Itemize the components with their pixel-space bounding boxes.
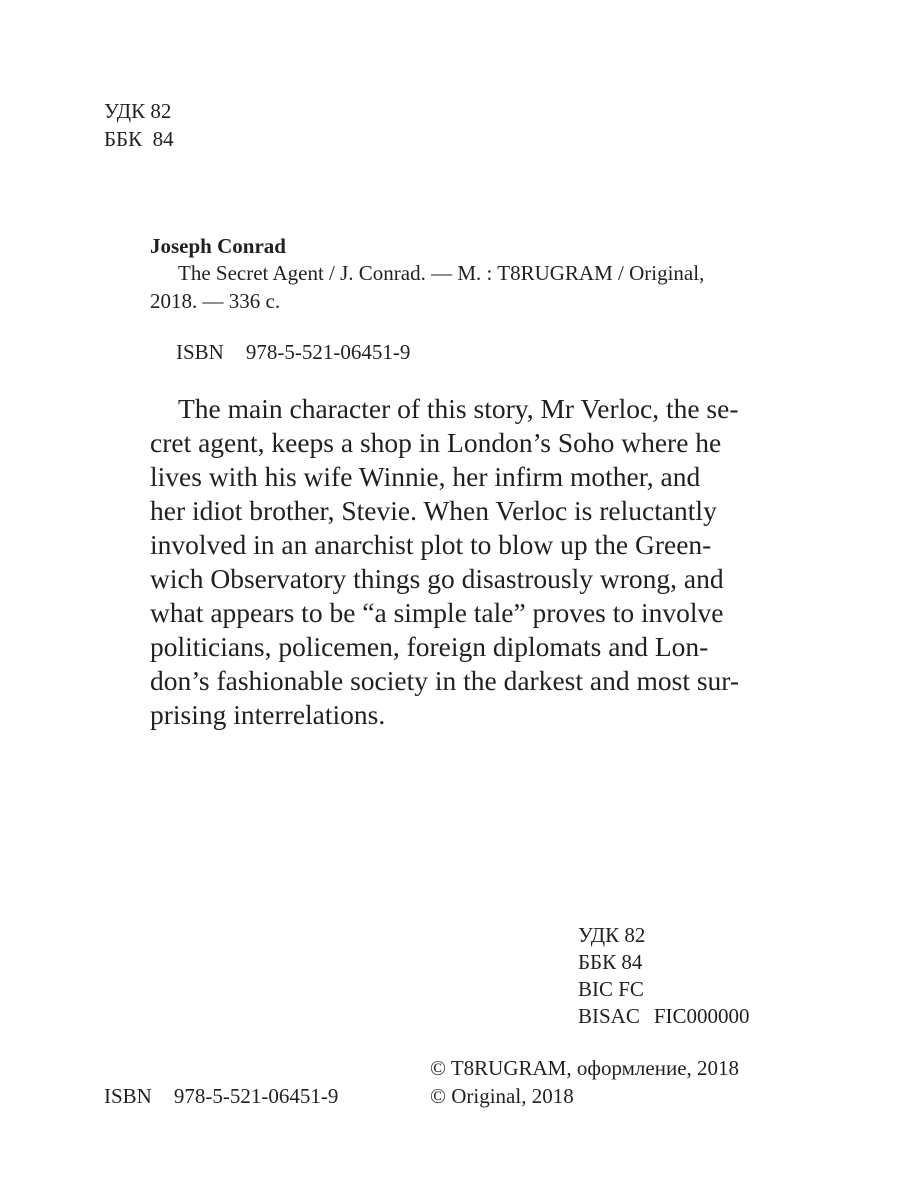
isbn-number: 978-5-521-06451-9	[173, 1084, 339, 1108]
isbn-label: ISBN	[176, 340, 224, 364]
bisac-code	[578, 1003, 750, 1030]
isbn-top	[176, 338, 410, 366]
udk-code: УДК 82	[578, 923, 646, 947]
annotation-line: what appears to be “a simple tale” proves to involve	[150, 597, 724, 628]
classification-codes-top	[104, 97, 174, 153]
annotation-line: politicians, policemen, foreign diplomats and Lon-	[150, 631, 709, 662]
annotation-line: her idiot brother, Stevie. When Verloc is reluctantly	[150, 495, 717, 526]
annotation-line: involved in an anarchist plot to blow up the Green-	[150, 529, 712, 560]
classification-codes-bottom	[578, 922, 750, 1030]
annotation-line: prising interrelations.	[150, 699, 386, 730]
annotation-line: don’s fashionable society in the darkest and most sur-	[150, 665, 740, 696]
udk-code: УДК 82	[104, 99, 172, 123]
author-name: Joseph Conrad	[150, 234, 286, 258]
annotation-line: cret agent, keeps a shop in London’s Soho where he	[150, 427, 722, 458]
annotation-line: wich Observatory things go disastrously wrong, and	[150, 563, 724, 594]
copyright-line-original: © Original, 2018	[430, 1084, 574, 1108]
bbk-code: ББК 84	[104, 127, 174, 151]
bibliographic-entry-line-1: The Secret Agent / J. Conrad. — M. : T8RUGRAM / Original,	[178, 261, 705, 285]
isbn-bottom	[104, 1082, 338, 1110]
bbk-code: ББК 84	[578, 950, 643, 974]
annotation-line: lives with his wife Winnie, her infirm mother, and	[150, 461, 701, 492]
bisac-value: FIC000000	[653, 1004, 750, 1028]
copyright-notice	[430, 1054, 739, 1110]
isbn-number: 978-5-521-06451-9	[245, 340, 411, 364]
annotation-line: The main character of this story, Mr Verloc, the se-	[178, 393, 739, 424]
bibliographic-entry-line-2: 2018. — 336 c.	[150, 289, 281, 313]
annotation-paragraph	[150, 392, 762, 732]
isbn-label: ISBN	[104, 1084, 152, 1108]
copyright-line-publisher: © T8RUGRAM, оформление, 2018	[430, 1056, 740, 1080]
bic-code: BIC FC	[578, 977, 644, 1001]
bisac-label: BISAC	[578, 1004, 640, 1028]
bibliographic-entry	[150, 259, 762, 315]
